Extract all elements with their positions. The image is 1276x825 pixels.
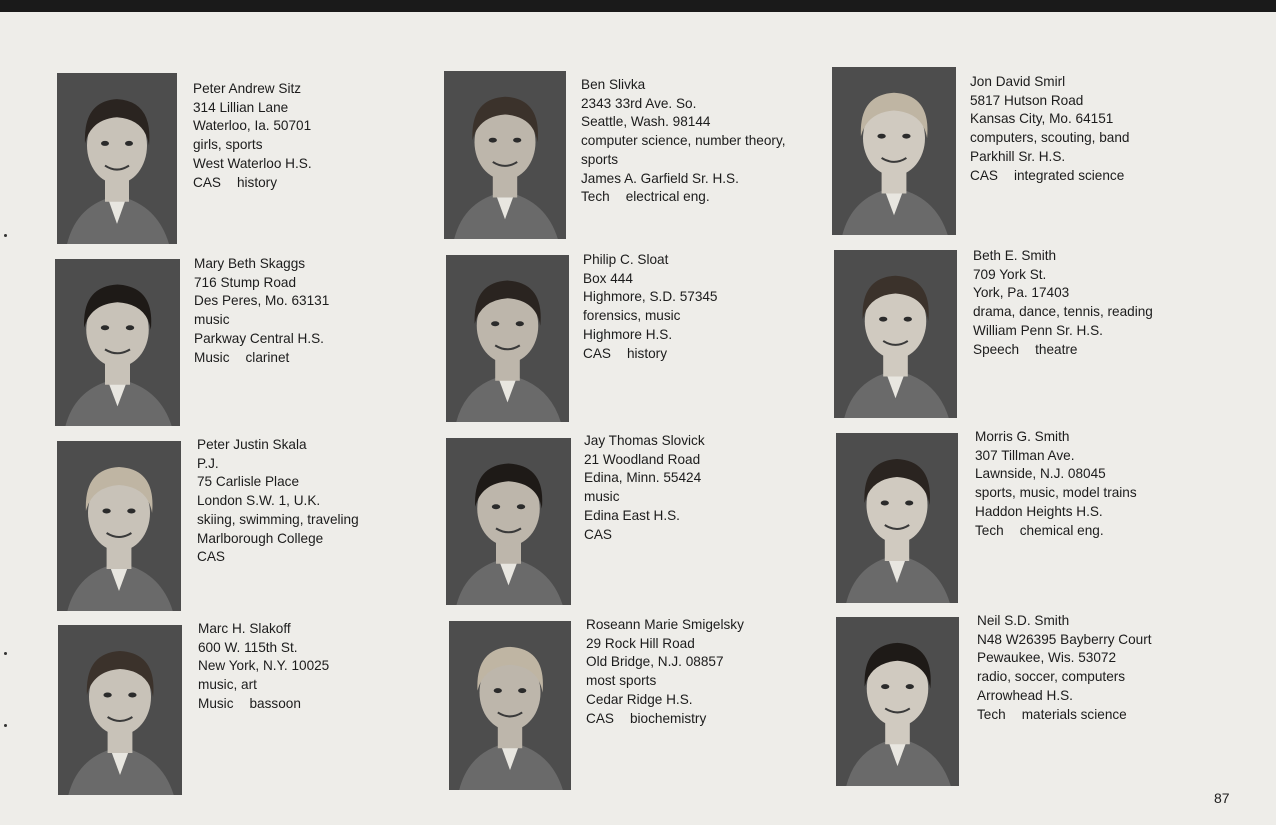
student-college: Speech bbox=[973, 341, 1020, 357]
student-detail-line: Kansas City, Mo. 64151 bbox=[970, 111, 1114, 127]
student-detail-line: 314 Lillian Lane bbox=[193, 99, 289, 115]
student-portrait-photo bbox=[836, 617, 959, 786]
student-info bbox=[197, 436, 359, 567]
student-info bbox=[586, 616, 744, 728]
student-info bbox=[584, 432, 705, 544]
student-detail-line: Haddon Heights H.S. bbox=[975, 503, 1103, 519]
student-info bbox=[970, 73, 1129, 185]
student-detail-line: Old Bridge, N.J. 08857 bbox=[586, 654, 724, 670]
student-detail-line: 2343 33rd Ave. So. bbox=[581, 95, 697, 111]
student-info bbox=[977, 612, 1152, 724]
student-college: Tech bbox=[581, 189, 610, 205]
student-name: Peter Justin Skala bbox=[197, 437, 307, 452]
student-portrait-photo bbox=[446, 438, 571, 605]
student-detail-line: radio, soccer, computers bbox=[977, 669, 1126, 685]
student-portrait-photo bbox=[446, 255, 569, 422]
student-portrait-photo bbox=[58, 625, 182, 795]
student-detail-line: London S.W. 1, U.K. bbox=[197, 493, 321, 509]
student-detail-line: 75 Carlisle Place bbox=[197, 474, 299, 490]
student-name: Neil S.D. Smith bbox=[977, 613, 1070, 628]
student-major: theatre bbox=[1035, 341, 1078, 357]
student-info bbox=[973, 247, 1153, 359]
student-college: CAS bbox=[193, 174, 221, 190]
student-detail-line: New York, N.Y. 10025 bbox=[198, 658, 330, 674]
student-college-major bbox=[193, 174, 312, 193]
student-college-major bbox=[975, 522, 1137, 541]
student-college-major bbox=[977, 706, 1152, 725]
student-detail-line: Pewaukee, Wis. 53072 bbox=[977, 650, 1117, 666]
student-college-major bbox=[586, 710, 744, 729]
student-detail-line: 600 W. 115th St. bbox=[198, 639, 298, 655]
student-name: Roseann Marie Smigelsky bbox=[586, 617, 744, 632]
yearbook-page bbox=[0, 12, 1276, 825]
student-college: CAS bbox=[197, 549, 225, 565]
student-detail-line: West Waterloo H.S. bbox=[193, 155, 312, 171]
student-detail-line: forensics, music bbox=[583, 308, 681, 324]
student-name: Jay Thomas Slovick bbox=[584, 433, 705, 448]
student-college: CAS bbox=[586, 710, 614, 726]
student-portrait-photo bbox=[57, 441, 181, 611]
student-detail-line: Parkway Central H.S. bbox=[194, 330, 324, 346]
student-portrait-photo bbox=[832, 67, 956, 235]
student-name: Beth E. Smith bbox=[973, 248, 1057, 263]
student-name: Morris G. Smith bbox=[975, 429, 1070, 444]
binding-hole bbox=[4, 724, 7, 727]
student-info bbox=[193, 80, 312, 192]
student-major: biochemistry bbox=[629, 710, 707, 726]
student-detail-line: 307 Tillman Ave. bbox=[975, 447, 1075, 463]
student-name: Marc H. Slakoff bbox=[198, 621, 291, 636]
student-college-major bbox=[198, 695, 329, 714]
student-college: CAS bbox=[583, 345, 611, 361]
student-detail-line: Parkhill Sr. H.S. bbox=[970, 148, 1066, 164]
student-detail-line: N48 W26395 Bayberry Court bbox=[977, 631, 1152, 647]
page-number: 87 bbox=[1214, 790, 1230, 806]
student-name: Jon David Smirl bbox=[970, 74, 1066, 89]
student-college: Music bbox=[194, 349, 230, 365]
student-detail-line: Arrowhead H.S. bbox=[977, 687, 1073, 703]
student-college: Tech bbox=[977, 706, 1006, 722]
student-detail-line: girls, sports bbox=[193, 137, 263, 153]
student-detail-line: Box 444 bbox=[583, 270, 633, 286]
student-college-major bbox=[584, 526, 705, 545]
student-detail-line: Highmore, S.D. 57345 bbox=[583, 289, 718, 305]
student-portrait-photo bbox=[444, 71, 566, 239]
student-detail-line: 29 Rock Hill Road bbox=[586, 635, 695, 651]
student-college-major bbox=[197, 548, 359, 567]
student-major: integrated science bbox=[1013, 167, 1125, 183]
student-portrait-photo bbox=[57, 73, 177, 244]
student-college-major bbox=[970, 167, 1129, 186]
student-detail-line: Highmore H.S. bbox=[583, 326, 673, 342]
student-portrait-photo bbox=[836, 433, 958, 603]
student-detail-line: York, Pa. 17403 bbox=[973, 285, 1070, 301]
student-detail-line: music bbox=[194, 312, 230, 328]
binding-hole bbox=[4, 652, 7, 655]
student-info bbox=[194, 255, 329, 367]
student-college-major bbox=[194, 349, 329, 368]
student-detail-line: 5817 Hutson Road bbox=[970, 92, 1084, 108]
student-detail-line: music, art bbox=[198, 677, 257, 693]
student-detail-line: sports, music, model trains bbox=[975, 485, 1137, 501]
student-detail-line: sports bbox=[581, 151, 619, 167]
student-major: materials science bbox=[1021, 706, 1127, 722]
student-detail-line: computers, scouting, band bbox=[970, 130, 1130, 146]
student-college-major bbox=[581, 188, 786, 207]
student-major: bassoon bbox=[249, 695, 301, 711]
student-name: Philip C. Sloat bbox=[583, 252, 669, 267]
student-major: history bbox=[626, 345, 667, 361]
student-detail-line: Edina East H.S. bbox=[584, 507, 680, 523]
student-detail-line: most sports bbox=[586, 673, 657, 689]
student-portrait-photo bbox=[449, 621, 571, 790]
student-college-major bbox=[973, 341, 1153, 360]
student-detail-line: Edina, Minn. 55424 bbox=[584, 470, 702, 486]
student-detail-line: P.J. bbox=[197, 455, 219, 471]
student-detail-line: skiing, swimming, traveling bbox=[197, 511, 359, 527]
student-detail-line: Marlborough College bbox=[197, 530, 324, 546]
student-college-major bbox=[583, 345, 718, 364]
student-major: history bbox=[236, 174, 277, 190]
student-info bbox=[198, 620, 329, 714]
student-portrait-photo bbox=[834, 250, 957, 418]
student-name: Ben Slivka bbox=[581, 77, 646, 92]
student-detail-line: drama, dance, tennis, reading bbox=[973, 304, 1153, 320]
student-info bbox=[583, 251, 718, 363]
student-college: CAS bbox=[970, 167, 998, 183]
student-info bbox=[975, 428, 1137, 540]
student-major: clarinet bbox=[245, 349, 290, 365]
student-detail-line: William Penn Sr. H.S. bbox=[973, 322, 1103, 338]
student-portrait-photo bbox=[55, 259, 180, 426]
student-major: chemical eng. bbox=[1019, 522, 1104, 538]
student-detail-line: James A. Garfield Sr. H.S. bbox=[581, 170, 739, 186]
student-name: Mary Beth Skaggs bbox=[194, 256, 306, 271]
student-detail-line: Seattle, Wash. 98144 bbox=[581, 114, 711, 130]
student-detail-line: Cedar Ridge H.S. bbox=[586, 691, 693, 707]
student-detail-line: Lawnside, N.J. 08045 bbox=[975, 466, 1106, 482]
student-detail-line: Des Peres, Mo. 63131 bbox=[194, 293, 330, 309]
student-college: Music bbox=[198, 695, 234, 711]
student-detail-line: music bbox=[584, 489, 620, 505]
student-detail-line: 709 York St. bbox=[973, 266, 1047, 282]
student-info bbox=[581, 76, 786, 207]
student-name: Peter Andrew Sitz bbox=[193, 81, 302, 96]
student-detail-line: 21 Woodland Road bbox=[584, 451, 701, 467]
student-college: CAS bbox=[584, 526, 612, 542]
student-detail-line: computer science, number theory, bbox=[581, 133, 786, 149]
student-detail-line: 716 Stump Road bbox=[194, 274, 297, 290]
student-detail-line: Waterloo, Ia. 50701 bbox=[193, 118, 312, 134]
binding-hole bbox=[4, 234, 7, 237]
student-college: Tech bbox=[975, 522, 1004, 538]
student-major: electrical eng. bbox=[625, 189, 710, 205]
